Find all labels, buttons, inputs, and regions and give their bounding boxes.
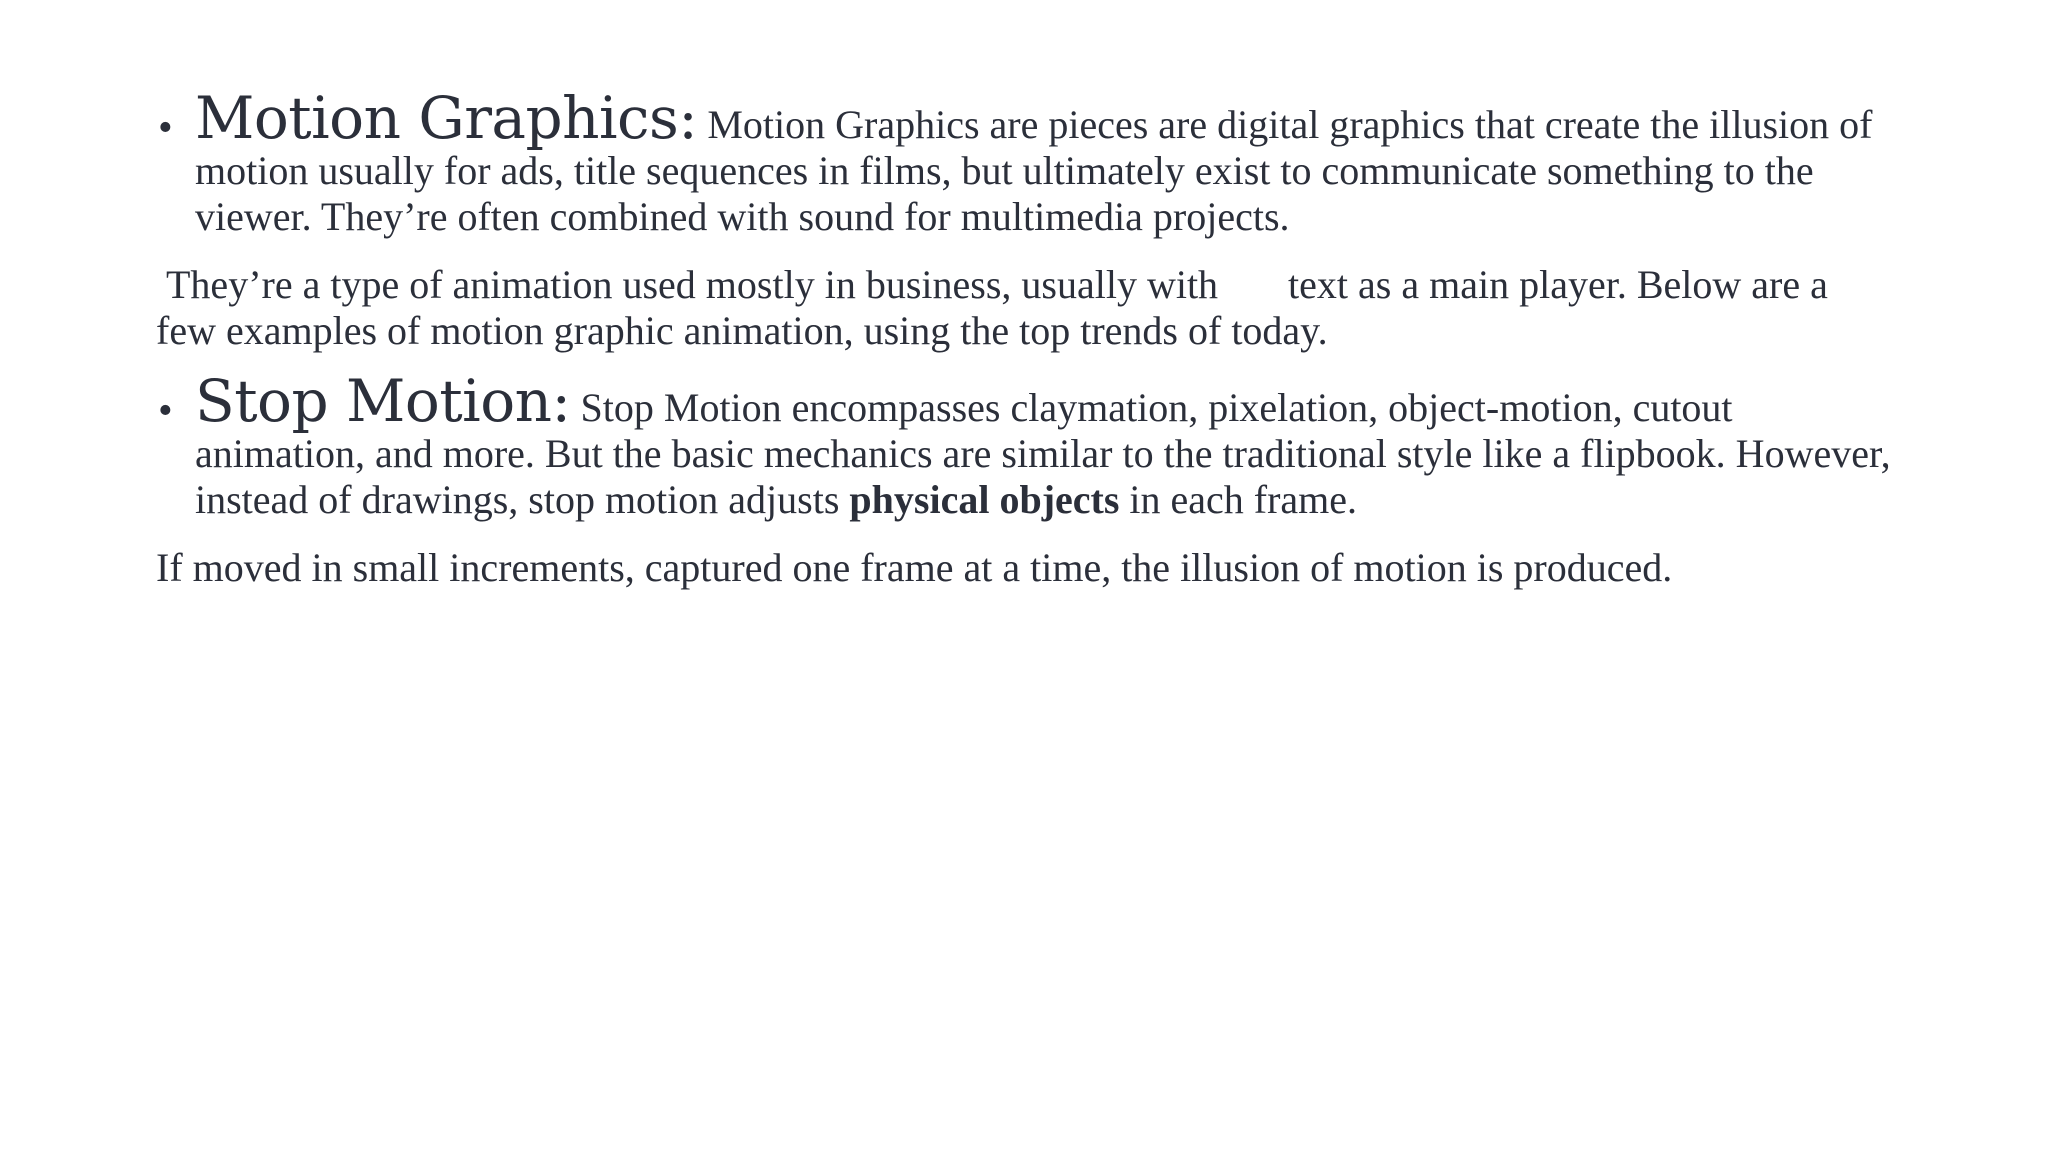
bullet-icon: • xyxy=(158,388,173,434)
stop-motion-description-end: in each frame. xyxy=(1129,477,1358,522)
bullet-motion-graphics xyxy=(156,84,1896,240)
bullet-body xyxy=(195,367,1896,523)
motion-graphics-description: Motion Graphics are pieces are digital graphics that create the illusion of motion usually for ads, title sequences in films, but ultimately exist to communicate something to the viewer. They’re often combined with sound for multimedia projects. xyxy=(195,102,1873,239)
bullet-body xyxy=(195,84,1896,240)
stop-motion-description: Stop Motion encompasses claymation, pixelation, object-motion, cutout animation, and more. But the basic mechanics are similar to the traditional style like a flipbook. However, instead of drawings, stop motion adjusts xyxy=(195,385,1891,522)
term-stop-motion: Stop Motion: xyxy=(195,367,571,435)
paragraph-business-animation: They’re a type of animation used mostly in business, usually with text as a main player. Below are a few examples of motion graphic animation, using the top trends of today. xyxy=(156,262,1838,353)
bullet-stop-motion xyxy=(156,367,1896,523)
paragraph-small-increments: If moved in small increments, captured one frame at a time, the illusion of motion is produced. xyxy=(156,545,1673,590)
emphasis-physical-objects: physical objects xyxy=(849,477,1120,522)
bullet-icon: • xyxy=(158,105,173,151)
slide-content xyxy=(156,84,1896,591)
term-motion-graphics: Motion Graphics: xyxy=(195,84,698,152)
